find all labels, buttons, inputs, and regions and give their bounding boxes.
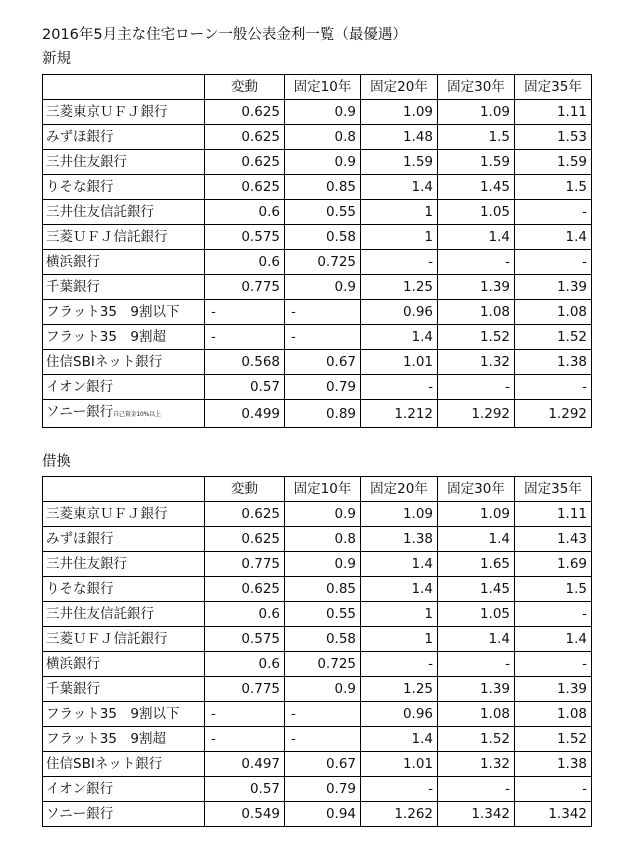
- table-row: [43, 652, 592, 677]
- rate-cell: 1.4: [361, 577, 438, 602]
- table-row: [43, 527, 592, 552]
- rate-cell: 0.625: [205, 125, 285, 150]
- rate-cell: 1.09: [438, 100, 515, 125]
- bank-name: 三井住友銀行: [46, 154, 127, 170]
- header-row: [43, 477, 592, 502]
- rate-cell: 1: [361, 225, 438, 250]
- header-cell-rate-type: 固定20年: [361, 75, 438, 100]
- rate-cell: 0.497: [205, 752, 285, 777]
- bank-name: みずほ銀行: [46, 129, 114, 145]
- bank-name-cell: [43, 175, 205, 200]
- section-label-new: 新規: [42, 51, 71, 67]
- rate-cell: 1.4: [361, 552, 438, 577]
- header-cell-bank: [43, 477, 205, 502]
- rate-cell: 1.4: [438, 527, 515, 552]
- rate-cell: 0.96: [361, 702, 438, 727]
- rate-cell: 0.775: [205, 275, 285, 300]
- rate-cell: -: [361, 777, 438, 802]
- rate-cell: 0.568: [205, 350, 285, 375]
- rate-cell: 1.4: [361, 175, 438, 200]
- rate-cell: 0.499: [205, 400, 285, 428]
- rate-cell: 1.4: [361, 727, 438, 752]
- table-row: [43, 225, 592, 250]
- header-cell-rate-type: 固定30年: [438, 75, 515, 100]
- table-row: [43, 125, 592, 150]
- bank-name-cell: [43, 275, 205, 300]
- table-row: [43, 602, 592, 627]
- bank-name-cell: [43, 200, 205, 225]
- bank-name: 三菱東京ＵＦＪ銀行: [46, 506, 168, 522]
- rate-cell: 0.9: [285, 677, 361, 702]
- rate-cell: 1.01: [361, 752, 438, 777]
- bank-name-cell: [43, 652, 205, 677]
- rate-cell: 0.9: [285, 275, 361, 300]
- rate-cell: 1.292: [515, 400, 592, 428]
- header-cell-bank: [43, 75, 205, 100]
- rate-cell: 0.625: [205, 502, 285, 527]
- rate-cell: 1.05: [438, 200, 515, 225]
- rate-cell: 0.575: [205, 225, 285, 250]
- table-row: [43, 727, 592, 752]
- bank-name-cell: [43, 702, 205, 727]
- rate-cell: 1.38: [361, 527, 438, 552]
- table-row: [43, 100, 592, 125]
- table-row: [43, 250, 592, 275]
- rate-cell: 0.8: [285, 125, 361, 150]
- rate-cell: 1.32: [438, 350, 515, 375]
- rate-cell: -: [515, 652, 592, 677]
- rate-cell: 1: [361, 200, 438, 225]
- rate-cell: 1.52: [515, 325, 592, 350]
- rate-cell: 0.549: [205, 802, 285, 827]
- rate-cell: 1.38: [515, 350, 592, 375]
- page-title: 2016年5月主な住宅ローン一般公表金利一覧（最優遇）: [42, 27, 407, 43]
- table-row: [43, 350, 592, 375]
- rate-cell: 1.52: [515, 727, 592, 752]
- table-row: [43, 552, 592, 577]
- rate-cell: 0.6: [205, 652, 285, 677]
- section-label-refinance: 借換: [42, 454, 71, 470]
- rate-cell: 1.11: [515, 502, 592, 527]
- bank-name-cell: [43, 602, 205, 627]
- bank-name: フラット35 9割以下: [46, 706, 180, 722]
- table-row: [43, 400, 592, 428]
- rate-cell: 1.39: [515, 275, 592, 300]
- rate-cell: 0.57: [205, 777, 285, 802]
- rate-cell: 0.58: [285, 225, 361, 250]
- rate-cell: 1.01: [361, 350, 438, 375]
- rate-cell: -: [361, 375, 438, 400]
- bank-name-cell: [43, 752, 205, 777]
- table-row: [43, 777, 592, 802]
- table-row: [43, 150, 592, 175]
- rate-cell: 0.6: [205, 602, 285, 627]
- rate-cell: 0.625: [205, 100, 285, 125]
- rate-cell: 0.9: [285, 100, 361, 125]
- rate-cell: 1.25: [361, 677, 438, 702]
- header-cell-rate-type: 変動: [205, 477, 285, 502]
- rate-cell: 0.625: [205, 150, 285, 175]
- rate-cell: 1.05: [438, 602, 515, 627]
- bank-name: 住信SBIネット銀行: [46, 756, 163, 772]
- rate-cell: 1.69: [515, 552, 592, 577]
- rate-cell: -: [515, 375, 592, 400]
- bank-name: りそな銀行: [46, 581, 114, 597]
- table-row: [43, 802, 592, 827]
- rate-cell: -: [515, 777, 592, 802]
- rate-cell: 1.59: [361, 150, 438, 175]
- bank-name: 千葉銀行: [46, 681, 100, 697]
- rate-cell: 0.575: [205, 627, 285, 652]
- bank-name-cell: [43, 802, 205, 827]
- rate-cell: 1.59: [438, 150, 515, 175]
- bank-name-cell: [43, 677, 205, 702]
- bank-name-cell: [43, 502, 205, 527]
- rate-cell: 1.5: [438, 125, 515, 150]
- bank-name: フラット35 9割超: [46, 731, 166, 747]
- bank-name: フラット35 9割以下: [46, 304, 180, 320]
- rate-cell: -: [285, 702, 361, 727]
- rate-cell: 0.775: [205, 677, 285, 702]
- rate-cell: 1.292: [438, 400, 515, 428]
- rate-cell: -: [205, 727, 285, 752]
- rate-cell: 1.09: [438, 502, 515, 527]
- rate-cell: 0.79: [285, 777, 361, 802]
- bank-name: 住信SBIネット銀行: [46, 354, 163, 370]
- table-row: [43, 325, 592, 350]
- rate-cell: 1.53: [515, 125, 592, 150]
- rate-cell: 1.39: [438, 275, 515, 300]
- rate-cell: 0.85: [285, 577, 361, 602]
- rate-cell: 1.4: [361, 325, 438, 350]
- rate-cell: -: [205, 702, 285, 727]
- rate-cell: 0.6: [205, 200, 285, 225]
- rate-cell: 0.725: [285, 250, 361, 275]
- rate-cell: 0.55: [285, 200, 361, 225]
- rate-cell: 1.342: [515, 802, 592, 827]
- table-row: [43, 175, 592, 200]
- bank-name-cell: [43, 375, 205, 400]
- rate-cell: 0.57: [205, 375, 285, 400]
- header-cell-rate-type: 固定20年: [361, 477, 438, 502]
- bank-name: ソニー銀行: [46, 806, 114, 822]
- rate-cell: 1.38: [515, 752, 592, 777]
- rates-table-refinance: [42, 476, 592, 827]
- bank-name-cell: [43, 325, 205, 350]
- table-row: [43, 752, 592, 777]
- rate-cell: 0.89: [285, 400, 361, 428]
- rate-cell: -: [285, 727, 361, 752]
- header-cell-rate-type: 固定35年: [515, 75, 592, 100]
- bank-name: 三井住友銀行: [46, 556, 127, 572]
- rate-cell: -: [205, 300, 285, 325]
- header-cell-rate-type: 固定10年: [285, 477, 361, 502]
- bank-name-cell: [43, 150, 205, 175]
- rate-cell: -: [205, 325, 285, 350]
- rate-cell: 1.11: [515, 100, 592, 125]
- rate-cell: -: [515, 200, 592, 225]
- rate-cell: -: [438, 250, 515, 275]
- rate-cell: 1.45: [438, 175, 515, 200]
- bank-name-cell: [43, 250, 205, 275]
- rate-cell: 0.625: [205, 175, 285, 200]
- bank-name: りそな銀行: [46, 179, 114, 195]
- table-row: [43, 375, 592, 400]
- bank-name-cell: [43, 627, 205, 652]
- bank-name-cell: [43, 577, 205, 602]
- bank-name: フラット35 9割超: [46, 329, 166, 345]
- rate-cell: 1.09: [361, 100, 438, 125]
- bank-name: 三菱ＵＦＪ信託銀行: [46, 229, 168, 245]
- bank-name: イオン銀行: [46, 781, 114, 797]
- rate-cell: 0.94: [285, 802, 361, 827]
- rate-cell: 1: [361, 627, 438, 652]
- rate-cell: 0.725: [285, 652, 361, 677]
- bank-name: 横浜銀行: [46, 656, 100, 672]
- bank-name-cell: [43, 727, 205, 752]
- rate-cell: 0.79: [285, 375, 361, 400]
- table-row: [43, 677, 592, 702]
- rate-cell: 1.48: [361, 125, 438, 150]
- rate-cell: 1.5: [515, 577, 592, 602]
- bank-name: みずほ銀行: [46, 531, 114, 547]
- bank-name-cell: [43, 125, 205, 150]
- rate-cell: 0.8: [285, 527, 361, 552]
- rate-cell: 1.5: [515, 175, 592, 200]
- rate-cell: 1.4: [438, 225, 515, 250]
- rate-cell: -: [285, 325, 361, 350]
- rate-cell: 0.9: [285, 552, 361, 577]
- header-row: [43, 75, 592, 100]
- header-cell-rate-type: 固定10年: [285, 75, 361, 100]
- rate-cell: 0.9: [285, 502, 361, 527]
- rate-cell: 0.67: [285, 350, 361, 375]
- bank-name: イオン銀行: [46, 379, 114, 395]
- rates-table-new: [42, 74, 592, 428]
- rate-cell: 1: [361, 602, 438, 627]
- bank-name-cell: [43, 100, 205, 125]
- rate-cell: 1.45: [438, 577, 515, 602]
- rate-cell: -: [515, 250, 592, 275]
- rate-cell: 1.08: [515, 702, 592, 727]
- rate-cell: 0.96: [361, 300, 438, 325]
- bank-name-cell: [43, 300, 205, 325]
- rate-cell: 0.67: [285, 752, 361, 777]
- rate-cell: 1.08: [515, 300, 592, 325]
- rate-cell: 1.52: [438, 727, 515, 752]
- rate-cell: 1.52: [438, 325, 515, 350]
- bank-name-cell: [43, 225, 205, 250]
- rate-cell: 1.4: [515, 627, 592, 652]
- header-cell-rate-type: 変動: [205, 75, 285, 100]
- rate-cell: 0.9: [285, 150, 361, 175]
- rate-cell: 1.262: [361, 802, 438, 827]
- rate-cell: -: [438, 652, 515, 677]
- header-cell-rate-type: 固定30年: [438, 477, 515, 502]
- rate-cell: -: [438, 777, 515, 802]
- bank-name: 三井住友信託銀行: [46, 606, 154, 622]
- rate-cell: 1.08: [438, 300, 515, 325]
- table-row: [43, 702, 592, 727]
- rate-cell: 0.58: [285, 627, 361, 652]
- table-row: [43, 627, 592, 652]
- rate-cell: -: [515, 602, 592, 627]
- bank-name-cell: [43, 527, 205, 552]
- rate-cell: 1.59: [515, 150, 592, 175]
- rate-cell: 0.775: [205, 552, 285, 577]
- rate-cell: 1.25: [361, 275, 438, 300]
- table-row: [43, 502, 592, 527]
- header-cell-rate-type: 固定35年: [515, 477, 592, 502]
- rate-cell: -: [285, 300, 361, 325]
- bank-note: 自己資金10%以上: [113, 411, 161, 418]
- table-row: [43, 275, 592, 300]
- rate-cell: 1.212: [361, 400, 438, 428]
- rate-cell: 1.65: [438, 552, 515, 577]
- rate-cell: -: [361, 652, 438, 677]
- rate-cell: 0.55: [285, 602, 361, 627]
- rate-cell: -: [438, 375, 515, 400]
- bank-name-cell: [43, 777, 205, 802]
- bank-name: 三菱ＵＦＪ信託銀行: [46, 631, 168, 647]
- table-row: [43, 577, 592, 602]
- bank-name: ソニー銀行: [46, 404, 114, 420]
- bank-name: 三井住友信託銀行: [46, 204, 154, 220]
- bank-name: 千葉銀行: [46, 279, 100, 295]
- rate-cell: -: [361, 250, 438, 275]
- rate-cell: 1.4: [438, 627, 515, 652]
- bank-name: 三菱東京ＵＦＪ銀行: [46, 104, 168, 120]
- rate-cell: 1.09: [361, 502, 438, 527]
- bank-name-cell: [43, 400, 205, 428]
- rate-cell: 1.39: [515, 677, 592, 702]
- rate-cell: 0.85: [285, 175, 361, 200]
- rate-cell: 0.6: [205, 250, 285, 275]
- rate-cell: 1.08: [438, 702, 515, 727]
- bank-name: 横浜銀行: [46, 254, 100, 270]
- rate-cell: 0.625: [205, 527, 285, 552]
- rate-cell: 1.32: [438, 752, 515, 777]
- table-row: [43, 200, 592, 225]
- rate-cell: 1.39: [438, 677, 515, 702]
- rate-cell: 1.4: [515, 225, 592, 250]
- rate-cell: 1.43: [515, 527, 592, 552]
- rate-cell: 1.342: [438, 802, 515, 827]
- rate-cell: 0.625: [205, 577, 285, 602]
- bank-name-cell: [43, 552, 205, 577]
- bank-name-cell: [43, 350, 205, 375]
- table-row: [43, 300, 592, 325]
